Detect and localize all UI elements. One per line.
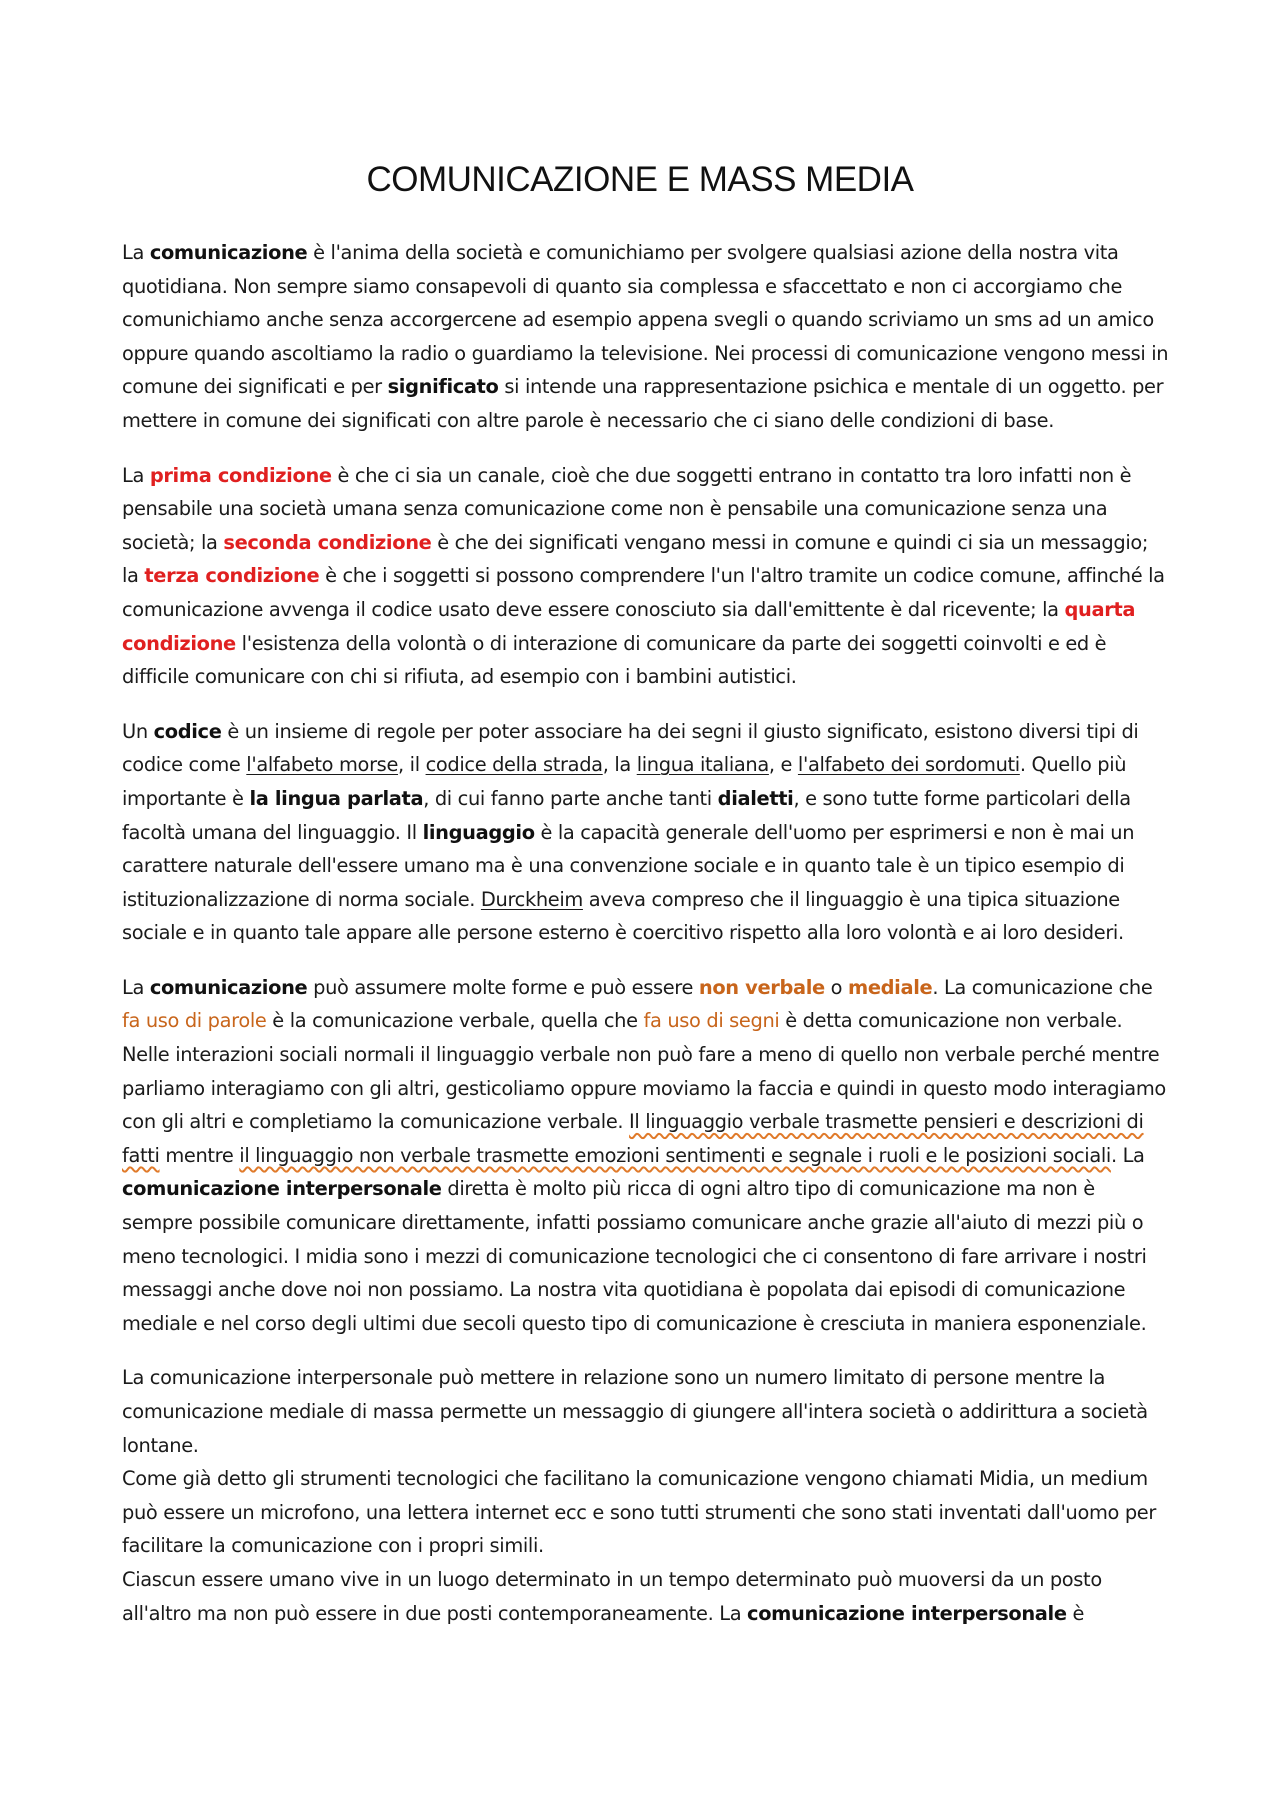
wavy-underline-phrase: Il linguaggio verbale trasmette pensieri e descrizioni di fatti: [122, 1110, 1144, 1167]
bold-term: dialetti: [717, 786, 794, 810]
page-title: COMUNICAZIONE E MASS MEDIA: [366, 160, 914, 199]
bold-term: codice: [153, 719, 222, 743]
paragraph-2: La prima condizione è che ci sia un canale, cioè che due soggetti entrano in contatto tra loro infatti non è pensabile una società umana senza comunicazione come non è pensabile una comunicazione senza una società; la seconda condizione è che dei significati vengano messi in comune e quindi ci sia un messaggio; la terza condizione è che i soggetti si possono comprendere l'un l'altro tramite un codice comune, affinché la comunicazione avvenga il codice usato deve essere conosciuto sia dall'emittente è dal ricevente; la quarta condizione l'esistenza della volontà o di interazione di comunicare da parte dei soggetti coinvolti e ed è difficile comunicare con chi si rifiuta, ad esempio con i bambini autistici.: [122, 463, 1165, 689]
highlight-orange: non verbale: [698, 975, 825, 999]
paragraph-3: Un codice è un insieme di regole per poter associare ha dei segni il giusto significato, esistono diversi tipi di codice come l'alfabeto morse, il codice della strada, la lingua italiana, e l'alfabeto dei sordomuti. Quello più importante è la lingua parlata, di cui fanno parte anche tanti dialetti, e sono tutte forme particolari della facoltà umana del linguaggio. Il linguaggio è la capacità generale dell'uomo per esprimersi e non è mai un carattere naturale dell'essere umano ma è una convenzione sociale e in quanto tale è un tipico esempio di istituzionalizzazione di norma sociale. Durckheim aveva compreso che il linguaggio è una tipica situazione sociale e in quanto tale appare alle persone esterno è coercitivo rispetto alla loro volontà e ai loro desideri.: [122, 719, 1139, 945]
underlined-term: lingua italiana: [636, 753, 769, 777]
highlight-orange: fa uso di parole: [122, 1009, 267, 1033]
highlight-red: prima condizione: [149, 463, 332, 487]
highlight-red: quarta condizione: [122, 597, 1136, 655]
highlight-orange: fa uso di segni: [643, 1009, 780, 1033]
paragraph-5: La comunicazione interpersonale può mettere in relazione sono un numero limitato di persone mentre la comunicazione mediale di massa permette un messaggio di giungere all'intera società o addirittura a società lontane.: [122, 1366, 1148, 1457]
bold-term: comunicazione: [149, 241, 308, 264]
underlined-term: codice della strada: [425, 753, 603, 777]
highlight-red: seconda condizione: [223, 530, 432, 554]
bold-term: comunicazione interpersonale: [122, 1177, 442, 1201]
paragraph-6: Come già detto gli strumenti tecnologici che facilitano la comunicazione vengono chiamati Midia, un medium può essere un microfono, una lettera internet ecc e sono tutti strumenti che sono stati inventati dall'uomo per facilitare la comunicazione con i propri simili.: [122, 1467, 1156, 1558]
highlight-red: terza condizione: [144, 564, 320, 588]
bold-term: linguaggio: [422, 820, 535, 844]
paragraph-4: La comunicazione può assumere molte forme e può essere non verbale o mediale. La comunicazione che fa uso di parole è la comunicazione verbale, quella che fa uso di segni è detta comunicazione non verbale. Nelle interazioni sociali normali il linguaggio verbale non può fare a meno di quello non verbale perché mentre parliamo interagiamo con gli altri, gesticoliamo oppure moviamo la faccia e quindi in questo modo interagiamo con gli altri e completiamo la comunicazione verbale. Il linguaggio verbale trasmette pensieri e descrizioni di fatti mentre il linguaggio non verbale trasmette emozioni sentimenti e segnale i ruoli e le posizioni sociali. La comunicazione interpersonale diretta è molto più ricca di ogni altro tipo di comunicazione ma non è sempre possibile comunicare direttamente, infatti possiamo comunicare anche grazie all'aiuto di mezzi più o meno tecnologici. I midia sono i mezzi di comunicazione tecnologici che ci consentono di fare arrivare i nostri messaggi anche dove noi non possiamo. La nostra vita quotidiana è popolata dai episodi di comunicazione mediale e nel corso degli ultimi due secoli questo tipo di comunicazione è cresciuta in maniera esponenziale.: [122, 975, 1166, 1335]
wavy-underline-phrase: il linguaggio non verbale trasmette emozioni sentimenti e segnale i ruoli e le posizioni sociali: [239, 1143, 1111, 1167]
paragraph-7: Ciascun essere umano vive in un luogo determinato in un tempo determinato può muoversi da un posto all'altro ma non può essere in due posti contemporaneamente. La comunicazione interpersonale è: [122, 1567, 1102, 1625]
bold-term: comunicazione interpersonale: [747, 1601, 1067, 1625]
bold-term: la lingua parlata: [249, 786, 424, 810]
highlight-orange: mediale: [847, 975, 933, 999]
underlined-term: Durckheim: [480, 887, 583, 911]
paragraph-1: La comunicazione è l'anima della società e comunichiamo per svolgere qualsiasi azione della nostra vita quotidiana. Non sempre siamo consapevoli di quanto sia complessa e sfaccettato e non ci accorgiamo che comunichiamo anche senza accorgercene ad esempio appena svegli o quando scriviamo un sms ad un amico oppure quando ascoltiamo la radio o guardiamo la televisione. Nei processi di comunicazione vengono messi in comune dei significati e per significato si intende una rappresentazione psichica e mentale di un oggetto. per mettere in comune dei significati con altre parole è necessario che ci siano delle condizioni di base.: [122, 241, 1169, 432]
document-body: [122, 236, 1170, 1630]
underlined-term: l'alfabeto morse: [246, 753, 399, 777]
bold-term: comunicazione: [149, 975, 308, 999]
underlined-term: l'alfabeto dei sordomuti: [797, 753, 1020, 777]
bold-term: significato: [387, 375, 499, 399]
